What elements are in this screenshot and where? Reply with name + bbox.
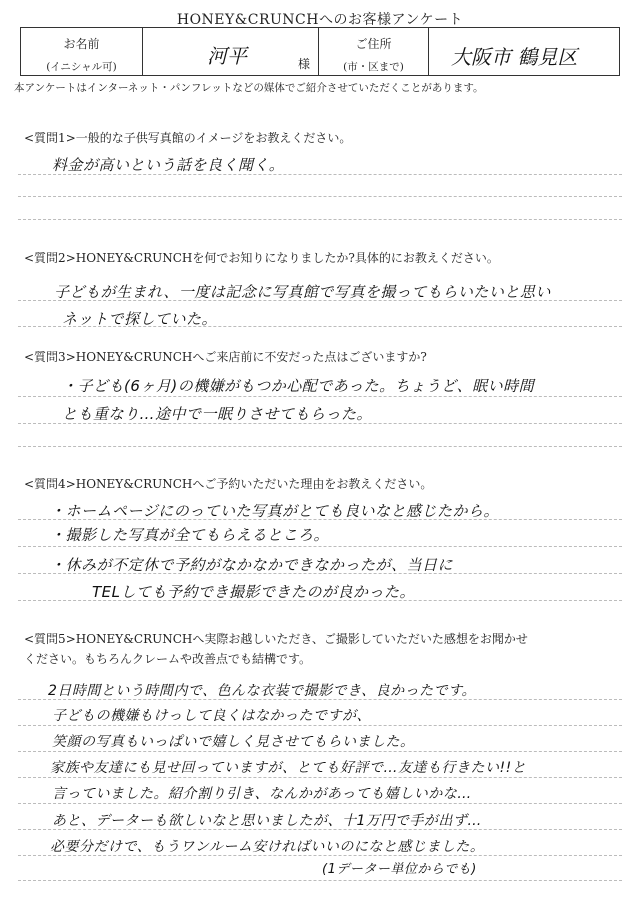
answer-3-line-2: とも重なり…途中で一眠りさせてもらった。	[62, 405, 373, 423]
answer-rule	[18, 446, 622, 447]
answer-2-line-1: 子どもが生まれ、一度は記念に写真館で写真を撮ってもらいたいと思い	[54, 283, 551, 301]
answer-rule	[18, 300, 622, 301]
answer-rule	[18, 196, 622, 197]
name-label-cell	[21, 28, 143, 75]
answer-4-line-1: ・ホームページにのっていた写真がとても良いなと感じたから。	[50, 502, 500, 520]
publication-notice: 本アンケートはインターネット・パンフレットなどの媒体でご紹介させていただくことがあります。	[14, 82, 484, 94]
answer-5-line-4: 家族や友達にも見せ回っていますが、とても好評で…友達も行きたい!!と	[50, 760, 527, 776]
answer-rule	[18, 573, 622, 574]
answer-rule	[18, 546, 622, 547]
answer-5-line-1: 2日時間という時間内で、色んな衣装で撮影でき、良かったです。	[48, 683, 476, 699]
name-value: 河平	[207, 44, 247, 68]
answer-rule	[18, 699, 622, 700]
answer-rule	[18, 725, 622, 726]
answer-rule	[18, 803, 622, 804]
answer-rule	[18, 855, 622, 856]
address-sublabel: (市・区まで)	[343, 61, 404, 73]
question-2-label: <質問2>HONEY&CRUNCHを何でお知りになりましたか?具体的にお教えください。	[24, 251, 499, 265]
name-label: お名前	[63, 37, 100, 51]
question-1-label: <質問1>一般的な子供写真館のイメージをお教えください。	[24, 131, 352, 145]
address-label: ご住所	[355, 37, 392, 51]
answer-rule	[18, 326, 622, 327]
question-5-label-continued: ください。もちろんクレームや改善点でも結構です。	[24, 652, 312, 666]
answer-rule	[18, 600, 622, 601]
answer-rule	[18, 777, 622, 778]
survey-title: HONEY&CRUNCHへのお客様アンケート	[176, 12, 464, 28]
answer-1-line-1: 料金が高いという話を良く聞く。	[52, 156, 285, 174]
question-4-label: <質問4>HONEY&CRUNCHへご予約いただいた理由をお教えください。	[24, 477, 433, 491]
address-label-cell	[319, 28, 429, 75]
answer-4-line-3: ・休みが不定休で予約がなかなかできなかったが、当日に	[50, 556, 454, 574]
answer-4-line-2: ・撮影した写真が全てもらえるところ。	[50, 526, 330, 544]
respondent-header	[20, 27, 620, 76]
answer-rule	[18, 751, 622, 752]
address-value-cell	[429, 28, 619, 75]
answer-5-line-7: 必要分だけで、もうワンルーム安ければいいのになと感じました。	[50, 839, 485, 855]
answer-5-line-8: (1データー単位からでも)	[322, 862, 477, 877]
answer-rule	[18, 174, 622, 175]
answer-rule	[18, 880, 622, 881]
name-sublabel: (イニシャル可)	[46, 61, 117, 73]
question-3-label: <質問3>HONEY&CRUNCHへご来店前に不安だった点はございますか?	[24, 350, 427, 364]
name-value-cell	[143, 28, 319, 75]
address-value: 大阪市 鶴見区	[451, 45, 578, 69]
answer-5-line-6: あと、データーも欲しいなと思いましたが、十1万円で手が出ず…	[52, 813, 482, 829]
honorific-label: 様	[297, 57, 310, 71]
answer-rule	[18, 423, 622, 424]
answer-5-line-5: 言っていました。紹介割り引き、なんかがあっても嬉しいかな…	[52, 786, 472, 802]
answer-4-line-4: TELしても予約でき撮影できたのが良かった。	[92, 583, 415, 601]
answer-2-line-2: ネットで探していた。	[62, 310, 218, 328]
question-5-label: <質問5>HONEY&CRUNCHへ実際お越しいただき、ご撮影していただいた感想をお聞かせ	[24, 632, 528, 646]
answer-5-line-3: 笑顔の写真もいっぱいで嬉しく見させてもらいました。	[52, 734, 415, 750]
answer-rule	[18, 519, 622, 520]
answer-rule	[18, 829, 622, 830]
answer-rule	[18, 396, 622, 397]
answer-3-line-1: ・子ども(6ヶ月)の機嫌がもつか心配であった。ちょうど、眠い時間	[62, 377, 535, 395]
answer-rule	[18, 219, 622, 220]
answer-5-line-2: 子どもの機嫌もけっして良くはなかったですが、	[52, 708, 371, 724]
